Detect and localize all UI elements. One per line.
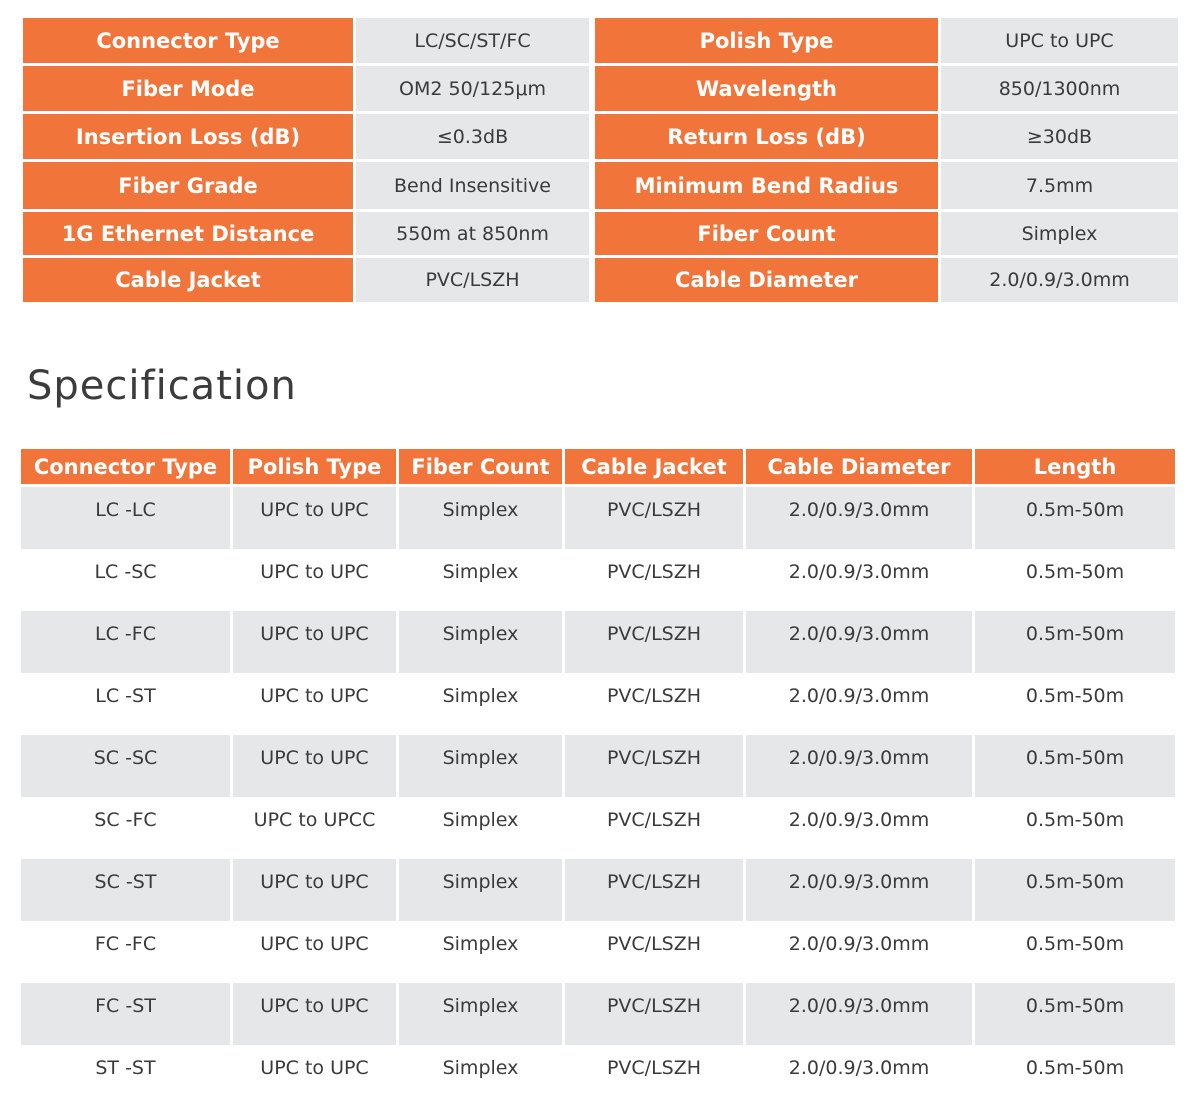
summary-value: 850/1300nm bbox=[941, 66, 1178, 114]
summary-table bbox=[23, 18, 1178, 305]
summary-value: ≥30dB bbox=[941, 114, 1178, 162]
table-cell: 0.5m-50m bbox=[975, 983, 1175, 1045]
table-cell: 0.5m-50m bbox=[975, 735, 1175, 797]
table-row bbox=[21, 797, 1175, 859]
summary-value: UPC to UPC bbox=[941, 18, 1178, 66]
column-header: Fiber Count bbox=[399, 449, 565, 487]
table-header-row bbox=[21, 449, 1175, 487]
table-cell: Simplex bbox=[399, 549, 565, 611]
table-cell: LC -ST bbox=[21, 673, 233, 735]
summary-value: LC/SC/ST/FC bbox=[356, 18, 592, 66]
table-cell: 0.5m-50m bbox=[975, 487, 1175, 549]
table-cell: 0.5m-50m bbox=[975, 611, 1175, 673]
table-cell: PVC/LSZH bbox=[565, 487, 746, 549]
table-row bbox=[21, 673, 1175, 735]
table-cell: 2.0/0.9/3.0mm bbox=[746, 611, 975, 673]
table-cell: 2.0/0.9/3.0mm bbox=[746, 797, 975, 859]
table-cell: 0.5m-50m bbox=[975, 1045, 1175, 1107]
table-cell: SC -FC bbox=[21, 797, 233, 859]
summary-label: Polish Type bbox=[595, 18, 941, 66]
table-cell: UPC to UPC bbox=[233, 487, 399, 549]
table-cell: PVC/LSZH bbox=[565, 921, 746, 983]
table-cell: UPC to UPC bbox=[233, 549, 399, 611]
table-cell: PVC/LSZH bbox=[565, 797, 746, 859]
table-cell: 2.0/0.9/3.0mm bbox=[746, 549, 975, 611]
summary-label: Connector Type bbox=[23, 18, 356, 66]
table-cell: 0.5m-50m bbox=[975, 549, 1175, 611]
summary-value: OM2 50/125μm bbox=[356, 66, 592, 114]
table-cell: Simplex bbox=[399, 859, 565, 921]
summary-value: ≤0.3dB bbox=[356, 114, 592, 162]
table-cell: UPC to UPC bbox=[233, 1045, 399, 1107]
table-cell: PVC/LSZH bbox=[565, 735, 746, 797]
table-cell: PVC/LSZH bbox=[565, 549, 746, 611]
summary-label: Return Loss (dB) bbox=[595, 114, 941, 162]
table-row bbox=[21, 735, 1175, 797]
table-row bbox=[21, 549, 1175, 611]
summary-value: PVC/LSZH bbox=[356, 258, 592, 305]
table-cell: Simplex bbox=[399, 673, 565, 735]
table-cell: Simplex bbox=[399, 797, 565, 859]
table-cell: 0.5m-50m bbox=[975, 921, 1175, 983]
table-cell: PVC/LSZH bbox=[565, 859, 746, 921]
summary-row bbox=[23, 258, 1178, 305]
summary-value: 550m at 850nm bbox=[356, 212, 592, 258]
summary-row bbox=[23, 162, 1178, 212]
table-cell: PVC/LSZH bbox=[565, 673, 746, 735]
summary-row bbox=[23, 212, 1178, 258]
table-row bbox=[21, 983, 1175, 1045]
table-cell: LC -LC bbox=[21, 487, 233, 549]
summary-label: Minimum Bend Radius bbox=[595, 162, 941, 212]
table-cell: ST -ST bbox=[21, 1045, 233, 1107]
table-cell: 2.0/0.9/3.0mm bbox=[746, 983, 975, 1045]
table-cell: UPC to UPC bbox=[233, 921, 399, 983]
column-header: Cable Diameter bbox=[746, 449, 975, 487]
table-row bbox=[21, 859, 1175, 921]
section-heading: Specification bbox=[27, 363, 297, 409]
summary-value: 2.0/0.9/3.0mm bbox=[941, 258, 1178, 305]
column-header: Length bbox=[975, 449, 1175, 487]
table-cell: FC -ST bbox=[21, 983, 233, 1045]
summary-label: Wavelength bbox=[595, 66, 941, 114]
table-cell: 2.0/0.9/3.0mm bbox=[746, 921, 975, 983]
specification-table bbox=[21, 449, 1175, 1107]
table-cell: UPC to UPC bbox=[233, 673, 399, 735]
table-cell: 0.5m-50m bbox=[975, 859, 1175, 921]
table-row bbox=[21, 611, 1175, 673]
table-cell: 2.0/0.9/3.0mm bbox=[746, 735, 975, 797]
table-cell: UPC to UPCC bbox=[233, 797, 399, 859]
summary-label: Fiber Count bbox=[595, 212, 941, 258]
summary-row bbox=[23, 114, 1178, 162]
table-cell: LC -SC bbox=[21, 549, 233, 611]
summary-value: Bend Insensitive bbox=[356, 162, 592, 212]
summary-value: 7.5mm bbox=[941, 162, 1178, 212]
table-cell: 2.0/0.9/3.0mm bbox=[746, 673, 975, 735]
table-cell: Simplex bbox=[399, 1045, 565, 1107]
summary-value: Simplex bbox=[941, 212, 1178, 258]
summary-label: 1G Ethernet Distance bbox=[23, 212, 356, 258]
table-cell: PVC/LSZH bbox=[565, 1045, 746, 1107]
column-header: Connector Type bbox=[21, 449, 233, 487]
table-cell: 0.5m-50m bbox=[975, 797, 1175, 859]
table-cell: PVC/LSZH bbox=[565, 983, 746, 1045]
table-cell: UPC to UPC bbox=[233, 735, 399, 797]
summary-label: Cable Diameter bbox=[595, 258, 941, 305]
table-row bbox=[21, 487, 1175, 549]
table-cell: 2.0/0.9/3.0mm bbox=[746, 859, 975, 921]
summary-label: Insertion Loss (dB) bbox=[23, 114, 356, 162]
table-row bbox=[21, 921, 1175, 983]
table-cell: UPC to UPC bbox=[233, 611, 399, 673]
table-cell: SC -ST bbox=[21, 859, 233, 921]
table-cell: Simplex bbox=[399, 735, 565, 797]
table-cell: LC -FC bbox=[21, 611, 233, 673]
column-header: Cable Jacket bbox=[565, 449, 746, 487]
table-cell: Simplex bbox=[399, 983, 565, 1045]
table-cell: Simplex bbox=[399, 611, 565, 673]
table-cell: UPC to UPC bbox=[233, 859, 399, 921]
table-row bbox=[21, 1045, 1175, 1107]
table-cell: FC -FC bbox=[21, 921, 233, 983]
table-cell: 0.5m-50m bbox=[975, 673, 1175, 735]
table-cell: PVC/LSZH bbox=[565, 611, 746, 673]
table-cell: UPC to UPC bbox=[233, 983, 399, 1045]
table-cell: 2.0/0.9/3.0mm bbox=[746, 1045, 975, 1107]
summary-label: Cable Jacket bbox=[23, 258, 356, 305]
table-cell: SC -SC bbox=[21, 735, 233, 797]
table-cell: Simplex bbox=[399, 921, 565, 983]
table-cell: Simplex bbox=[399, 487, 565, 549]
column-header: Polish Type bbox=[233, 449, 399, 487]
summary-label: Fiber Grade bbox=[23, 162, 356, 212]
summary-row bbox=[23, 18, 1178, 66]
table-cell: 2.0/0.9/3.0mm bbox=[746, 487, 975, 549]
summary-label: Fiber Mode bbox=[23, 66, 356, 114]
summary-row bbox=[23, 66, 1178, 114]
